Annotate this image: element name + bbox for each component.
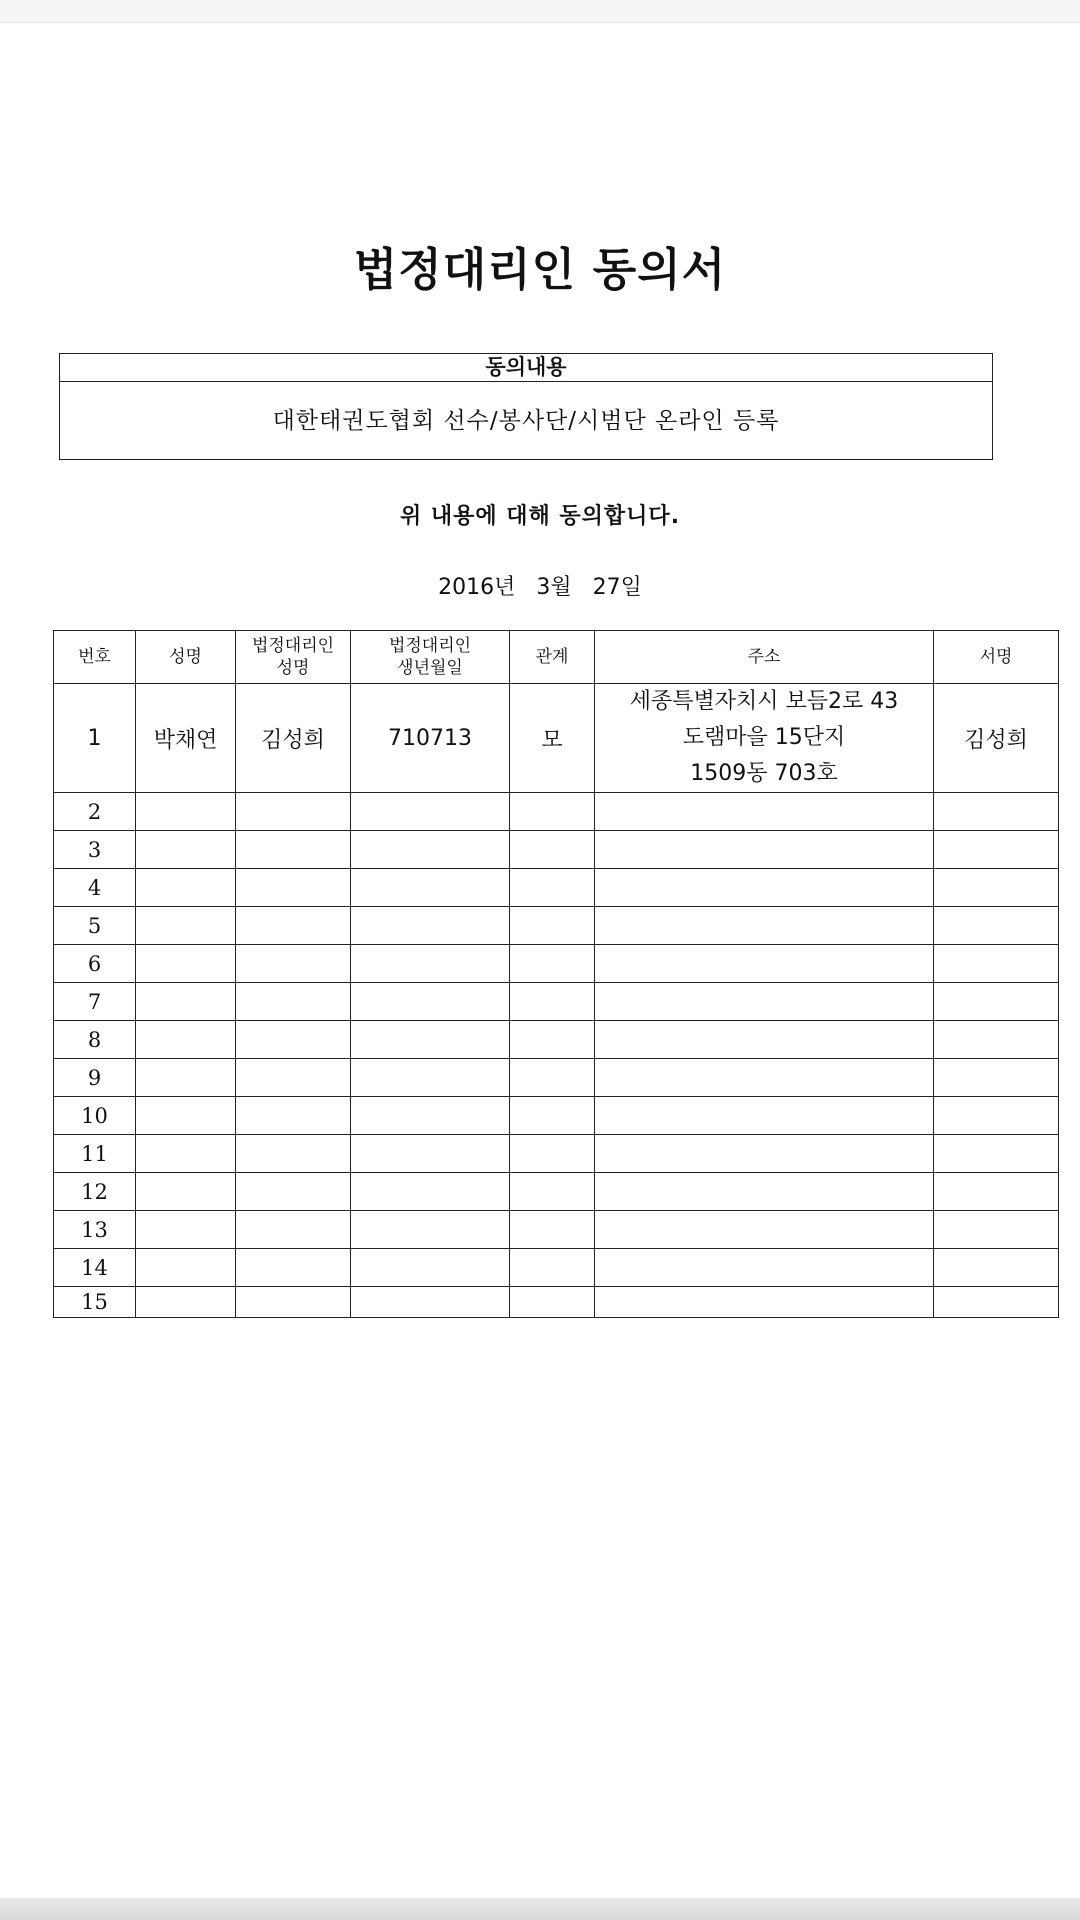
cell-guardian-birth: 710713: [351, 684, 510, 793]
cell-number: 8: [54, 1021, 136, 1059]
cell-guardian-name: [236, 1287, 351, 1318]
cell-name: [136, 907, 236, 945]
cell-relation: [510, 1173, 595, 1211]
cell-guardian-birth: [351, 1249, 510, 1287]
cell-guardian-name: [236, 1059, 351, 1097]
cell-name: [136, 1249, 236, 1287]
cell-relation: [510, 793, 595, 831]
cell-address: [595, 1173, 934, 1211]
cell-address: [595, 983, 934, 1021]
cell-number: 6: [54, 945, 136, 983]
cell-number: 9: [54, 1059, 136, 1097]
cell-guardian-birth: [351, 1059, 510, 1097]
cell-relation: [510, 1135, 595, 1173]
header-signature: 서명: [934, 631, 1059, 684]
cell-name: [136, 1211, 236, 1249]
cell-guardian-name: [236, 1021, 351, 1059]
address-line: 1509동 703호: [690, 761, 838, 786]
cell-address: [595, 1097, 934, 1135]
cell-guardian-name: [236, 907, 351, 945]
cell-guardian-name: [236, 983, 351, 1021]
cell-relation: [510, 1097, 595, 1135]
cell-address: [595, 1135, 934, 1173]
cell-relation: [510, 869, 595, 907]
cell-address: [595, 793, 934, 831]
cell-guardian-birth: [351, 983, 510, 1021]
consent-content-text: 대한태권도협회 선수/봉사단/시범단 온라인 등록: [272, 408, 780, 434]
cell-name: [136, 831, 236, 869]
cell-signature: [934, 1249, 1059, 1287]
cell-name: [136, 983, 236, 1021]
cell-signature: [934, 793, 1059, 831]
cell-signature: [934, 1287, 1059, 1318]
cell-signature: [934, 1097, 1059, 1135]
cell-signature: [934, 1059, 1059, 1097]
cell-address: [595, 1211, 934, 1249]
table-row: [54, 907, 1059, 945]
cell-number: 7: [54, 983, 136, 1021]
cell-relation: 모: [510, 684, 595, 793]
header-address: 주소: [595, 631, 934, 684]
cell-address: [595, 1249, 934, 1287]
cell-address: [595, 1287, 934, 1318]
cell-signature: [934, 831, 1059, 869]
table-row: [54, 1135, 1059, 1173]
cell-signature: [934, 869, 1059, 907]
cell-relation: [510, 945, 595, 983]
cell-name: [136, 793, 236, 831]
cell-name: [136, 1059, 236, 1097]
cell-guardian-name: [236, 1211, 351, 1249]
cell-name: [136, 1135, 236, 1173]
table-row: [54, 831, 1059, 869]
cell-guardian-name: 김성희: [236, 684, 351, 793]
cell-signature: [934, 1211, 1059, 1249]
cell-guardian-birth: [351, 1135, 510, 1173]
cell-signature: 김성희: [934, 684, 1059, 793]
address-line: 도램마을 15단지: [682, 725, 846, 750]
guardian-table: [53, 630, 1059, 1318]
table-row: [54, 1059, 1059, 1097]
agreement-statement: 위 내용에 대해 동의합니다.: [399, 504, 681, 529]
cell-number: 2: [54, 793, 136, 831]
consent-content-box: [59, 353, 993, 460]
cell-relation: [510, 907, 595, 945]
cell-guardian-name: [236, 1135, 351, 1173]
header-guardian-birth: 법정대리인 생년월일: [351, 631, 510, 684]
cell-address: [595, 831, 934, 869]
cell-number: 10: [54, 1097, 136, 1135]
cell-guardian-birth: [351, 1287, 510, 1318]
table-row: [54, 983, 1059, 1021]
cell-name: 박채연: [136, 684, 236, 793]
cell-signature: [934, 983, 1059, 1021]
cell-guardian-name: [236, 1173, 351, 1211]
cell-relation: [510, 1249, 595, 1287]
cell-relation: [510, 831, 595, 869]
cell-guardian-birth: [351, 1173, 510, 1211]
cell-relation: [510, 1287, 595, 1318]
cell-address: [595, 1021, 934, 1059]
viewer-top-strip: [0, 0, 1080, 23]
cell-relation: [510, 1059, 595, 1097]
cell-address: [595, 684, 934, 793]
table-row: [54, 1173, 1059, 1211]
cell-guardian-birth: [351, 1021, 510, 1059]
cell-guardian-birth: [351, 945, 510, 983]
consent-content-heading: 동의내용: [60, 354, 992, 382]
cell-number: 1: [54, 684, 136, 793]
cell-name: [136, 869, 236, 907]
table-row: [54, 1249, 1059, 1287]
table-row: [54, 793, 1059, 831]
header-guardian-name: 법정대리인 성명: [236, 631, 351, 684]
cell-name: [136, 1097, 236, 1135]
cell-relation: [510, 1211, 595, 1249]
cell-name: [136, 1021, 236, 1059]
table-row: [54, 1287, 1059, 1318]
viewer-bottom-strip: [0, 1898, 1080, 1920]
table-row: [54, 1211, 1059, 1249]
cell-guardian-name: [236, 793, 351, 831]
table-row: [54, 1021, 1059, 1059]
cell-guardian-name: [236, 831, 351, 869]
cell-relation: [510, 983, 595, 1021]
cell-address: [595, 1059, 934, 1097]
cell-guardian-name: [236, 869, 351, 907]
table-header-row: [54, 631, 1059, 684]
header-relation: 관계: [510, 631, 595, 684]
cell-guardian-birth: [351, 869, 510, 907]
cell-signature: [934, 1135, 1059, 1173]
cell-guardian-name: [236, 1249, 351, 1287]
cell-guardian-name: [236, 945, 351, 983]
cell-guardian-birth: [351, 793, 510, 831]
cell-number: 14: [54, 1249, 136, 1287]
cell-signature: [934, 907, 1059, 945]
cell-number: 4: [54, 869, 136, 907]
cell-number: 5: [54, 907, 136, 945]
document-title: 법정대리인 동의서: [353, 243, 727, 296]
cell-signature: [934, 1173, 1059, 1211]
cell-name: [136, 1173, 236, 1211]
cell-number: 11: [54, 1135, 136, 1173]
cell-number: 12: [54, 1173, 136, 1211]
consent-date: 2016년 3월 27일: [438, 575, 642, 600]
cell-number: 15: [54, 1287, 136, 1318]
table-row: [54, 1097, 1059, 1135]
cell-signature: [934, 945, 1059, 983]
cell-number: 13: [54, 1211, 136, 1249]
table-row: [54, 945, 1059, 983]
cell-guardian-name: [236, 1097, 351, 1135]
cell-address: [595, 869, 934, 907]
cell-address: [595, 945, 934, 983]
cell-guardian-birth: [351, 1097, 510, 1135]
table-row: [54, 869, 1059, 907]
cell-name: [136, 945, 236, 983]
cell-address: [595, 907, 934, 945]
header-name: 성명: [136, 631, 236, 684]
header-number: 번호: [54, 631, 136, 684]
table-row: [54, 684, 1059, 793]
cell-guardian-birth: [351, 1211, 510, 1249]
cell-relation: [510, 1021, 595, 1059]
cell-guardian-birth: [351, 907, 510, 945]
cell-guardian-birth: [351, 831, 510, 869]
cell-name: [136, 1287, 236, 1318]
cell-signature: [934, 1021, 1059, 1059]
cell-number: 3: [54, 831, 136, 869]
address-line: 세종특별자치시 보듬2로 43: [629, 689, 899, 714]
